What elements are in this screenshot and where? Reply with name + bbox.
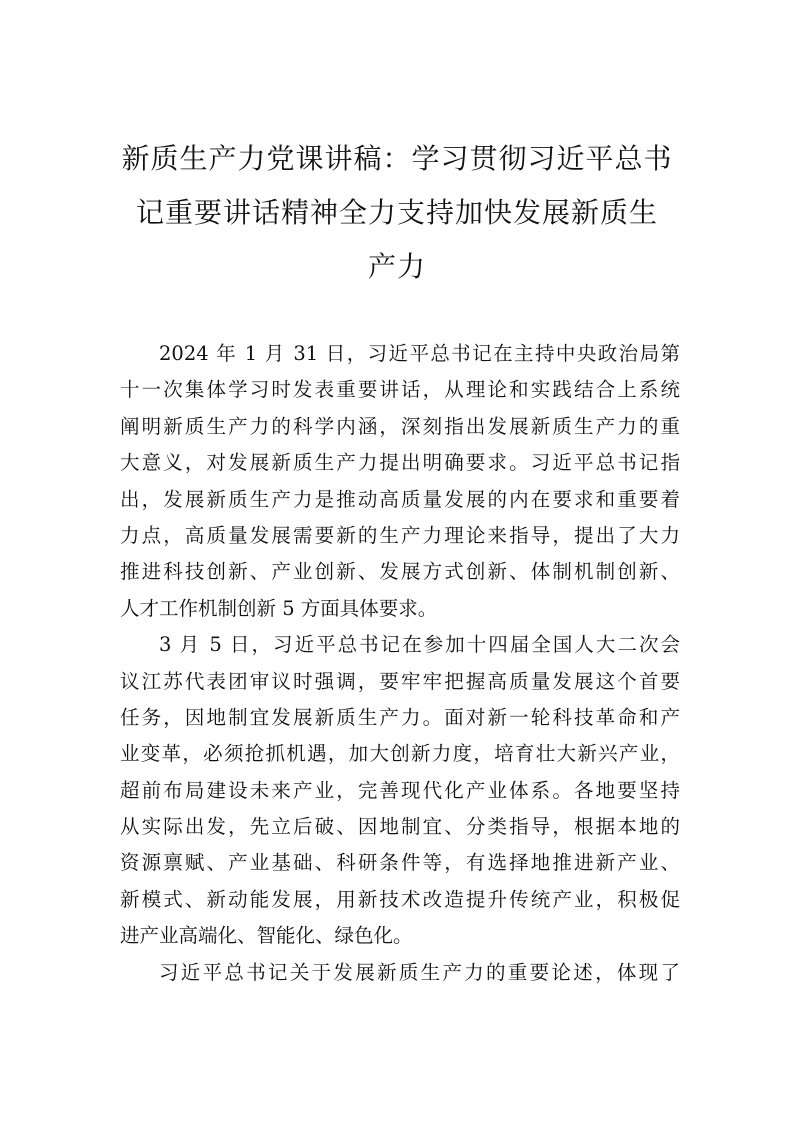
text-line: 2024 年 1 月 31 日，习近平总书记在主持中央政治局第 — [159, 342, 680, 365]
text-line: 新模式、新动能发展，用新技术改造提升传统产业，积极促 — [120, 887, 680, 911]
paragraph — [120, 336, 680, 627]
text-line: 力点，高质量发展需要新的生产力理论来指导，提出了大力 — [120, 523, 680, 547]
text-line: 超前布局建设未来产业，完善现代化产业体系。各地要坚持 — [120, 778, 680, 802]
text-line: 十一次集体学习时发表重要讲话，从理论和实践结合上系统 — [120, 378, 680, 402]
title-line: 新质生产力党课讲稿：学习贯彻习近平总书 — [121, 142, 673, 175]
paragraph — [120, 955, 680, 991]
text-line: 议江苏代表团审议时强调，要牢牢把握高质量发展这个首要 — [120, 669, 680, 693]
paragraph — [120, 627, 680, 955]
text-line: 资源禀赋、产业基础、科研条件等，有选择地推进新产业、 — [120, 851, 680, 875]
text-line: 3 月 5 日，习近平总书记在参加十四届全国人大二次会 — [159, 633, 680, 657]
text-line: 进产业高端化、智能化、绿色化。 — [120, 924, 413, 948]
text-line: 大意义，对发展新质生产力提出明确要求。习近平总书记指 — [120, 451, 680, 475]
text-line: 从实际出发，先立后破、因地制宜、分类指导，根据本地的 — [120, 815, 680, 839]
text-line: 习近平总书记关于发展新质生产力的重要论述，体现了 — [159, 960, 680, 984]
document-title — [112, 132, 682, 294]
text-line: 出，发展新质生产力是推动高质量发展的内在要求和重要着 — [120, 487, 680, 511]
title-line: 记重要讲话精神全力支持加快发展新质生 — [135, 196, 658, 229]
text-line: 任务，因地制宜发展新质生产力。面对新一轮科技革命和产 — [120, 705, 680, 729]
text-line: 阐明新质生产力的科学内涵，深刻指出发展新质生产力的重 — [120, 414, 680, 438]
text-line: 推进科技创新、产业创新、发展方式创新、体制机制创新、 — [120, 560, 680, 584]
text-line: 人才工作机制创新 5 方面具体要求。 — [120, 596, 438, 620]
document-body — [120, 336, 680, 991]
title-line: 产力 — [367, 250, 426, 283]
text-line: 业变革，必须抢抓机遇，加大创新力度，培育壮大新兴产业， — [120, 742, 680, 766]
